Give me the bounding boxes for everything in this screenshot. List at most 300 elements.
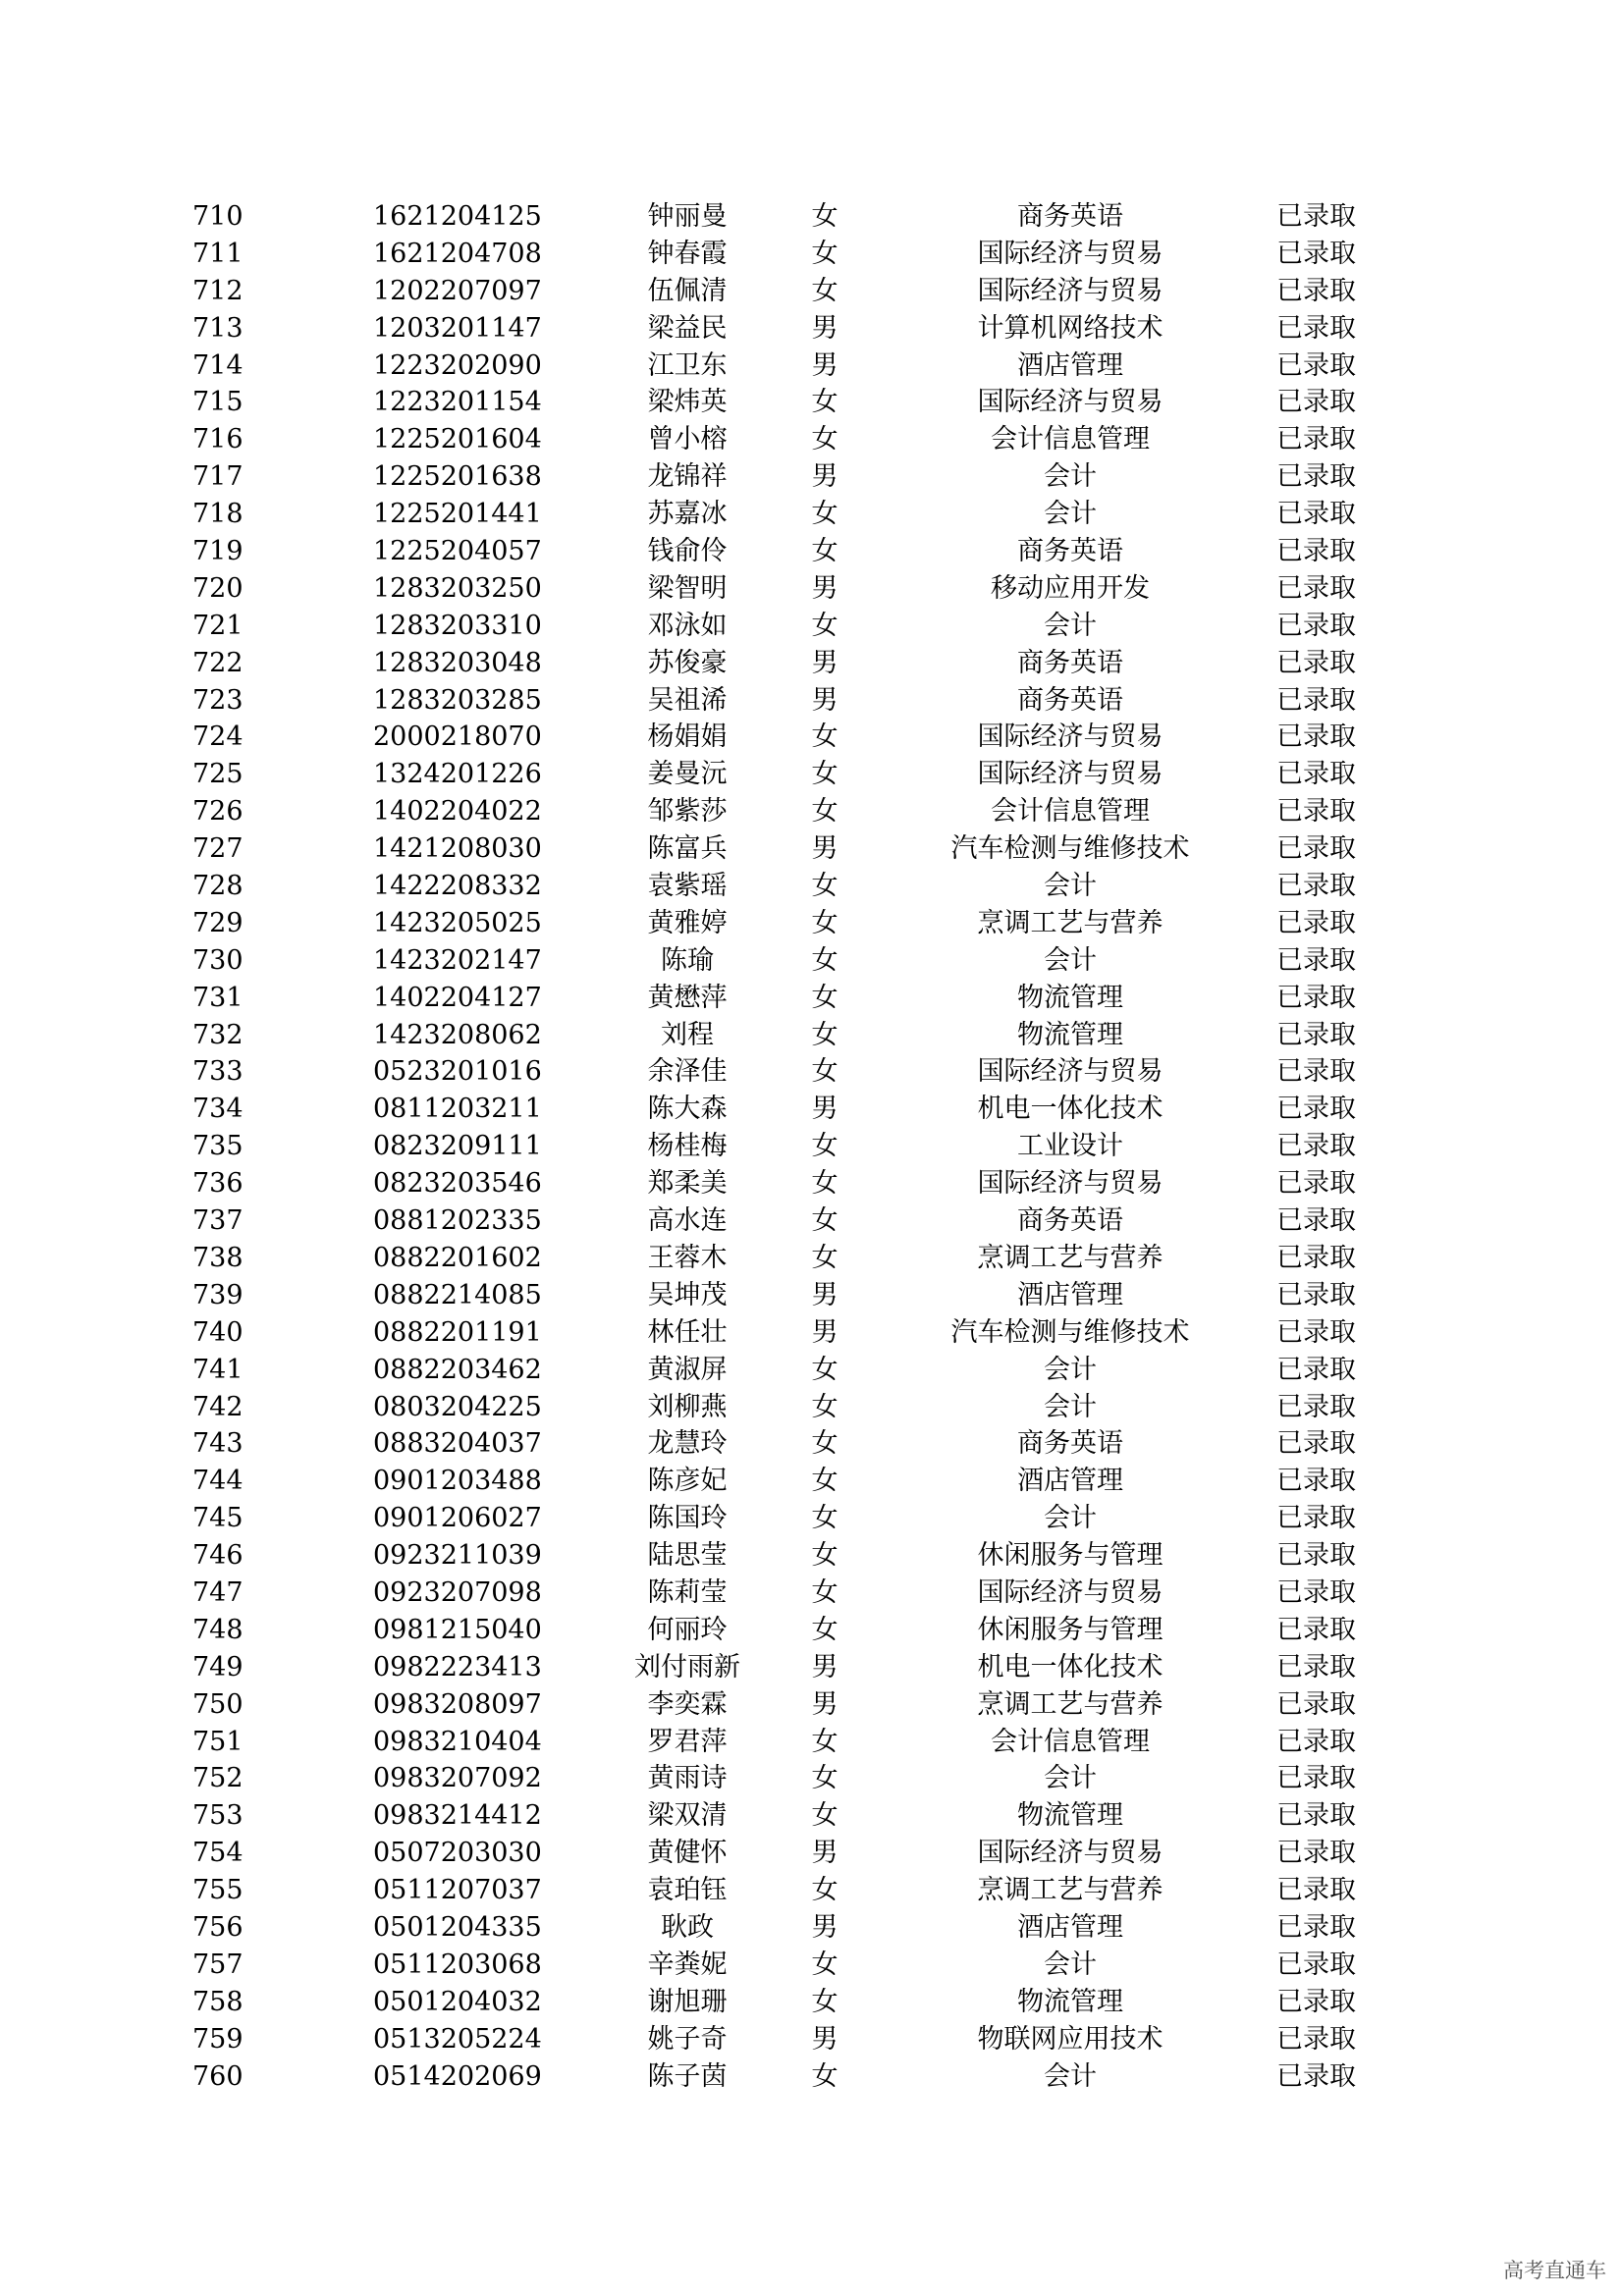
- admission-status: 已录取: [1276, 1466, 1356, 1497]
- student-name: 苏嘉冰: [647, 499, 728, 530]
- table-row: [0, 1835, 1624, 1872]
- major: 会计信息管理: [991, 796, 1150, 828]
- candidate-id: 0923207098: [373, 1576, 542, 1608]
- row-number: 736: [192, 1168, 244, 1200]
- candidate-id: 0901206027: [373, 1503, 542, 1534]
- student-name: 杨娟娟: [647, 721, 728, 753]
- table-row: [0, 1872, 1624, 1909]
- student-name: 邹紫莎: [647, 796, 728, 828]
- row-number: 738: [192, 1242, 244, 1273]
- row-number: 760: [192, 2060, 244, 2092]
- gender: 女: [811, 1242, 839, 1273]
- gender: 女: [811, 536, 839, 567]
- student-name: 何丽玲: [647, 1614, 728, 1645]
- table-row: [0, 719, 1624, 756]
- major: 商务英语: [1017, 684, 1123, 716]
- row-number: 741: [192, 1354, 244, 1385]
- gender: 男: [811, 1279, 839, 1310]
- gender: 女: [811, 1726, 839, 1757]
- gender: 男: [811, 1688, 839, 1720]
- table-row: [0, 1165, 1624, 1202]
- admission-list-table: [0, 198, 1624, 2095]
- student-name: 陈瑜: [661, 944, 714, 976]
- candidate-id: 1223202090: [373, 349, 542, 381]
- table-row: [0, 458, 1624, 496]
- gender: 男: [811, 833, 839, 865]
- candidate-id: 1421208030: [373, 833, 542, 865]
- candidate-id: 0983208097: [373, 1688, 542, 1720]
- gender: 女: [811, 1056, 839, 1088]
- admission-status: 已录取: [1276, 201, 1356, 232]
- candidate-id: 1402204127: [373, 982, 542, 1013]
- major: 汽车检测与维修技术: [950, 1316, 1190, 1348]
- candidate-id: 1203201147: [373, 312, 542, 344]
- student-name: 梁双清: [647, 1800, 728, 1832]
- student-name: 黄雨诗: [647, 1763, 728, 1794]
- candidate-id: 0511203068: [373, 1949, 542, 1980]
- student-name: 陈子茵: [647, 2060, 728, 2092]
- student-name: 梁智明: [647, 572, 728, 604]
- gender: 女: [811, 238, 839, 269]
- gender: 女: [811, 1576, 839, 1608]
- gender: 女: [811, 275, 839, 306]
- candidate-id: 1621204125: [373, 201, 542, 232]
- row-number: 717: [192, 461, 244, 493]
- gender: 女: [811, 424, 839, 455]
- table-row: [0, 1686, 1624, 1724]
- row-number: 742: [192, 1391, 244, 1422]
- student-name: 辛粪妮: [647, 1949, 728, 1980]
- table-row: [0, 1760, 1624, 1797]
- row-number: 751: [192, 1726, 244, 1757]
- major: 商务英语: [1017, 201, 1123, 232]
- major: 会计: [1044, 2060, 1097, 2092]
- gender: 女: [811, 907, 839, 938]
- gender: 男: [811, 349, 839, 381]
- student-name: 钟丽曼: [647, 201, 728, 232]
- student-name: 刘程: [661, 1019, 714, 1050]
- candidate-id: 0823209111: [373, 1131, 542, 1162]
- row-number: 745: [192, 1503, 244, 1534]
- student-name: 陈莉莹: [647, 1576, 728, 1608]
- row-number: 712: [192, 275, 244, 306]
- admission-status: 已录取: [1276, 2060, 1356, 2092]
- major: 休闲服务与管理: [977, 1614, 1164, 1645]
- candidate-id: 0883204037: [373, 1428, 542, 1460]
- candidate-id: 0501204032: [373, 1986, 542, 2017]
- row-number: 735: [192, 1131, 244, 1162]
- admission-status: 已录取: [1276, 907, 1356, 938]
- student-name: 郑柔美: [647, 1168, 728, 1200]
- admission-status: 已录取: [1276, 1540, 1356, 1572]
- table-row: [0, 1352, 1624, 1389]
- candidate-id: 0882214085: [373, 1279, 542, 1310]
- candidate-id: 0882203462: [373, 1354, 542, 1385]
- admission-status: 已录取: [1276, 1614, 1356, 1645]
- row-number: 730: [192, 944, 244, 976]
- row-number: 722: [192, 647, 244, 678]
- student-name: 吴祖浠: [647, 684, 728, 716]
- row-number: 732: [192, 1019, 244, 1050]
- candidate-id: 1202207097: [373, 275, 542, 306]
- admission-status: 已录取: [1276, 349, 1356, 381]
- admission-status: 已录取: [1276, 312, 1356, 344]
- gender: 男: [811, 647, 839, 678]
- candidate-id: 1324201226: [373, 759, 542, 790]
- student-name: 李奕霖: [647, 1688, 728, 1720]
- student-name: 谢旭珊: [647, 1986, 728, 2017]
- row-number: 755: [192, 1875, 244, 1906]
- admission-status: 已录取: [1276, 238, 1356, 269]
- table-row: [0, 905, 1624, 942]
- gender: 男: [811, 572, 839, 604]
- major: 会计: [1044, 1763, 1097, 1794]
- admission-status: 已录取: [1276, 610, 1356, 641]
- gender: 女: [811, 201, 839, 232]
- table-row: [0, 830, 1624, 868]
- gender: 男: [811, 1651, 839, 1682]
- admission-status: 已录取: [1276, 1316, 1356, 1348]
- row-number: 721: [192, 610, 244, 641]
- major: 酒店管理: [1017, 1466, 1123, 1497]
- table-row: [0, 1909, 1624, 1947]
- gender: 女: [811, 1205, 839, 1237]
- table-row: [0, 570, 1624, 608]
- admission-status: 已录取: [1276, 1875, 1356, 1906]
- admission-status: 已录取: [1276, 684, 1356, 716]
- major: 会计: [1044, 1949, 1097, 1980]
- candidate-id: 1283203310: [373, 610, 542, 641]
- gender: 女: [811, 982, 839, 1013]
- row-number: 733: [192, 1056, 244, 1088]
- student-name: 黄健怀: [647, 1838, 728, 1869]
- student-name: 吴坤茂: [647, 1279, 728, 1310]
- student-name: 钟春霞: [647, 238, 728, 269]
- student-name: 姜曼沅: [647, 759, 728, 790]
- admission-status: 已录取: [1276, 1019, 1356, 1050]
- candidate-id: 0514202069: [373, 2060, 542, 2092]
- student-name: 耿政: [661, 1911, 714, 1943]
- table-row: [0, 1947, 1624, 1984]
- major: 国际经济与贸易: [977, 275, 1164, 306]
- student-name: 江卫东: [647, 349, 728, 381]
- row-number: 727: [192, 833, 244, 865]
- student-name: 梁益民: [647, 312, 728, 344]
- candidate-id: 1423208062: [373, 1019, 542, 1050]
- major: 移动应用开发: [991, 572, 1150, 604]
- admission-status: 已录取: [1276, 1576, 1356, 1608]
- major: 国际经济与贸易: [977, 1056, 1164, 1088]
- admission-status: 已录取: [1276, 1726, 1356, 1757]
- student-name: 刘付雨新: [634, 1651, 740, 1682]
- major: 酒店管理: [1017, 349, 1123, 381]
- admission-status: 已录取: [1276, 1094, 1356, 1125]
- admission-status: 已录取: [1276, 1131, 1356, 1162]
- candidate-id: 0983210404: [373, 1726, 542, 1757]
- row-number: 719: [192, 536, 244, 567]
- gender: 男: [811, 2023, 839, 2055]
- major: 工业设计: [1017, 1131, 1123, 1162]
- candidate-id: 0513205224: [373, 2023, 542, 2055]
- student-name: 袁珀钰: [647, 1875, 728, 1906]
- student-name: 邓泳如: [647, 610, 728, 641]
- gender: 女: [811, 1614, 839, 1645]
- candidate-id: 1225201441: [373, 499, 542, 530]
- gender: 女: [811, 944, 839, 976]
- table-row: [0, 236, 1624, 273]
- candidate-id: 0507203030: [373, 1838, 542, 1869]
- table-row: [0, 1128, 1624, 1165]
- candidate-id: 1225201638: [373, 461, 542, 493]
- candidate-id: 1283203285: [373, 684, 542, 716]
- major: 国际经济与贸易: [977, 759, 1164, 790]
- table-row: [0, 310, 1624, 347]
- admission-status: 已录取: [1276, 461, 1356, 493]
- gender: 女: [811, 1800, 839, 1832]
- major: 会计: [1044, 499, 1097, 530]
- table-row: [0, 273, 1624, 310]
- row-number: 759: [192, 2023, 244, 2055]
- admission-status: 已录取: [1276, 871, 1356, 902]
- gender: 女: [811, 1875, 839, 1906]
- row-number: 731: [192, 982, 244, 1013]
- admission-status: 已录取: [1276, 1391, 1356, 1422]
- gender: 女: [811, 871, 839, 902]
- admission-status: 已录取: [1276, 1168, 1356, 1200]
- student-name: 黄淑屏: [647, 1354, 728, 1385]
- student-name: 袁紫瑶: [647, 871, 728, 902]
- major: 物流管理: [1017, 1019, 1123, 1050]
- student-name: 龙慧玲: [647, 1428, 728, 1460]
- admission-status: 已录取: [1276, 387, 1356, 418]
- major: 休闲服务与管理: [977, 1540, 1164, 1572]
- row-number: 744: [192, 1466, 244, 1497]
- table-row: [0, 942, 1624, 980]
- admission-status: 已录取: [1276, 1688, 1356, 1720]
- student-name: 陈大森: [647, 1094, 728, 1125]
- major: 会计: [1044, 871, 1097, 902]
- major: 烹调工艺与营养: [977, 1875, 1164, 1906]
- admission-status: 已录取: [1276, 536, 1356, 567]
- candidate-id: 0881202335: [373, 1205, 542, 1237]
- table-row: [0, 2058, 1624, 2096]
- table-row: [0, 980, 1624, 1017]
- row-number: 711: [192, 238, 244, 269]
- table-row: [0, 1314, 1624, 1352]
- student-name: 罗君萍: [647, 1726, 728, 1757]
- row-number: 756: [192, 1911, 244, 1943]
- gender: 男: [811, 461, 839, 493]
- major: 会计: [1044, 1354, 1097, 1385]
- major: 物联网应用技术: [977, 2023, 1164, 2055]
- major: 物流管理: [1017, 1986, 1123, 2017]
- row-number: 740: [192, 1316, 244, 1348]
- table-row: [0, 756, 1624, 793]
- table-row: [0, 1091, 1624, 1128]
- table-row: [0, 198, 1624, 236]
- student-name: 苏俊豪: [647, 647, 728, 678]
- candidate-id: 0882201191: [373, 1316, 542, 1348]
- gender: 女: [811, 610, 839, 641]
- major: 会计: [1044, 944, 1097, 976]
- admission-status: 已录取: [1276, 1911, 1356, 1943]
- gender: 男: [811, 1911, 839, 1943]
- candidate-id: 2000218070: [373, 721, 542, 753]
- candidate-id: 0981215040: [373, 1614, 542, 1645]
- table-row: [0, 1797, 1624, 1835]
- row-number: 715: [192, 387, 244, 418]
- table-row: [0, 793, 1624, 830]
- major: 商务英语: [1017, 536, 1123, 567]
- candidate-id: 0823203546: [373, 1168, 542, 1200]
- row-number: 729: [192, 907, 244, 938]
- table-row: [0, 1537, 1624, 1575]
- major: 国际经济与贸易: [977, 1576, 1164, 1608]
- major: 烹调工艺与营养: [977, 907, 1164, 938]
- candidate-id: 0983214412: [373, 1800, 542, 1832]
- student-name: 刘柳燕: [647, 1391, 728, 1422]
- admission-status: 已录取: [1276, 796, 1356, 828]
- admission-status: 已录取: [1276, 1763, 1356, 1794]
- row-number: 716: [192, 424, 244, 455]
- table-row: [0, 1724, 1624, 1761]
- table-row: [0, 1389, 1624, 1426]
- row-number: 713: [192, 312, 244, 344]
- gender: 女: [811, 1540, 839, 1572]
- row-number: 728: [192, 871, 244, 902]
- table-row: [0, 1500, 1624, 1537]
- row-number: 726: [192, 796, 244, 828]
- student-name: 梁炜英: [647, 387, 728, 418]
- row-number: 743: [192, 1428, 244, 1460]
- table-row: [0, 1575, 1624, 1612]
- table-row: [0, 533, 1624, 570]
- row-number: 758: [192, 1986, 244, 2017]
- watermark-label: 高考直通车: [1503, 2259, 1606, 2282]
- gender: 女: [811, 499, 839, 530]
- table-row: [0, 496, 1624, 533]
- admission-status: 已录取: [1276, 1056, 1356, 1088]
- admission-status: 已录取: [1276, 1503, 1356, 1534]
- major: 国际经济与贸易: [977, 721, 1164, 753]
- candidate-id: 1422208332: [373, 871, 542, 902]
- row-number: 739: [192, 1279, 244, 1310]
- major: 计算机网络技术: [977, 312, 1164, 344]
- admission-status: 已录取: [1276, 572, 1356, 604]
- row-number: 720: [192, 572, 244, 604]
- row-number: 718: [192, 499, 244, 530]
- gender: 女: [811, 1391, 839, 1422]
- table-row: [0, 868, 1624, 905]
- major: 烹调工艺与营养: [977, 1688, 1164, 1720]
- student-name: 陈国玲: [647, 1503, 728, 1534]
- table-row: [0, 1277, 1624, 1314]
- student-name: 余泽佳: [647, 1056, 728, 1088]
- admission-status: 已录取: [1276, 1354, 1356, 1385]
- student-name: 曾小榕: [647, 424, 728, 455]
- admission-status: 已录取: [1276, 1428, 1356, 1460]
- gender: 女: [811, 1019, 839, 1050]
- gender: 男: [811, 1316, 839, 1348]
- candidate-id: 1283203048: [373, 647, 542, 678]
- row-number: 749: [192, 1651, 244, 1682]
- student-name: 林任壮: [647, 1316, 728, 1348]
- table-row: [0, 645, 1624, 682]
- gender: 女: [811, 1466, 839, 1497]
- candidate-id: 1223201154: [373, 387, 542, 418]
- admission-status: 已录取: [1276, 647, 1356, 678]
- student-name: 伍佩清: [647, 275, 728, 306]
- major: 酒店管理: [1017, 1911, 1123, 1943]
- student-name: 王蓉木: [647, 1242, 728, 1273]
- gender: 男: [811, 1838, 839, 1869]
- major: 物流管理: [1017, 1800, 1123, 1832]
- row-number: 757: [192, 1949, 244, 1980]
- admission-status: 已录取: [1276, 833, 1356, 865]
- row-number: 750: [192, 1688, 244, 1720]
- candidate-id: 0523201016: [373, 1056, 542, 1088]
- candidate-id: 0983207092: [373, 1763, 542, 1794]
- admission-status: 已录取: [1276, 1986, 1356, 2017]
- major: 会计: [1044, 461, 1097, 493]
- candidate-id: 1225204057: [373, 536, 542, 567]
- student-name: 高水连: [647, 1205, 728, 1237]
- student-name: 陈富兵: [647, 833, 728, 865]
- major: 商务英语: [1017, 1205, 1123, 1237]
- major: 会计: [1044, 610, 1097, 641]
- table-row: [0, 1202, 1624, 1240]
- admission-status: 已录取: [1276, 2023, 1356, 2055]
- student-name: 黄雅婷: [647, 907, 728, 938]
- row-number: 714: [192, 349, 244, 381]
- candidate-id: 0882201602: [373, 1242, 542, 1273]
- table-row: [0, 1053, 1624, 1091]
- gender: 男: [811, 312, 839, 344]
- gender: 女: [811, 1428, 839, 1460]
- student-name: 龙锦祥: [647, 461, 728, 493]
- gender: 女: [811, 1168, 839, 1200]
- gender: 女: [811, 387, 839, 418]
- major: 国际经济与贸易: [977, 238, 1164, 269]
- table-row: [0, 682, 1624, 720]
- major: 机电一体化技术: [977, 1651, 1164, 1682]
- row-number: 753: [192, 1800, 244, 1832]
- gender: 女: [811, 759, 839, 790]
- admission-status: 已录取: [1276, 982, 1356, 1013]
- table-row: [0, 1463, 1624, 1500]
- gender: 男: [811, 684, 839, 716]
- row-number: 723: [192, 684, 244, 716]
- gender: 女: [811, 1986, 839, 2017]
- major: 会计信息管理: [991, 424, 1150, 455]
- student-name: 陈彦妃: [647, 1466, 728, 1497]
- table-row: [0, 608, 1624, 645]
- admission-status: 已录取: [1276, 1279, 1356, 1310]
- candidate-id: 0501204335: [373, 1911, 542, 1943]
- table-row: [0, 1240, 1624, 1277]
- candidate-id: 1402204022: [373, 796, 542, 828]
- admission-status: 已录取: [1276, 499, 1356, 530]
- candidate-id: 1423205025: [373, 907, 542, 938]
- table-row: [0, 1612, 1624, 1649]
- row-number: 748: [192, 1614, 244, 1645]
- admission-status: 已录取: [1276, 1800, 1356, 1832]
- major: 会计: [1044, 1503, 1097, 1534]
- student-name: 陆思莹: [647, 1540, 728, 1572]
- candidate-id: 0901203488: [373, 1466, 542, 1497]
- major: 国际经济与贸易: [977, 387, 1164, 418]
- candidate-id: 1283203250: [373, 572, 542, 604]
